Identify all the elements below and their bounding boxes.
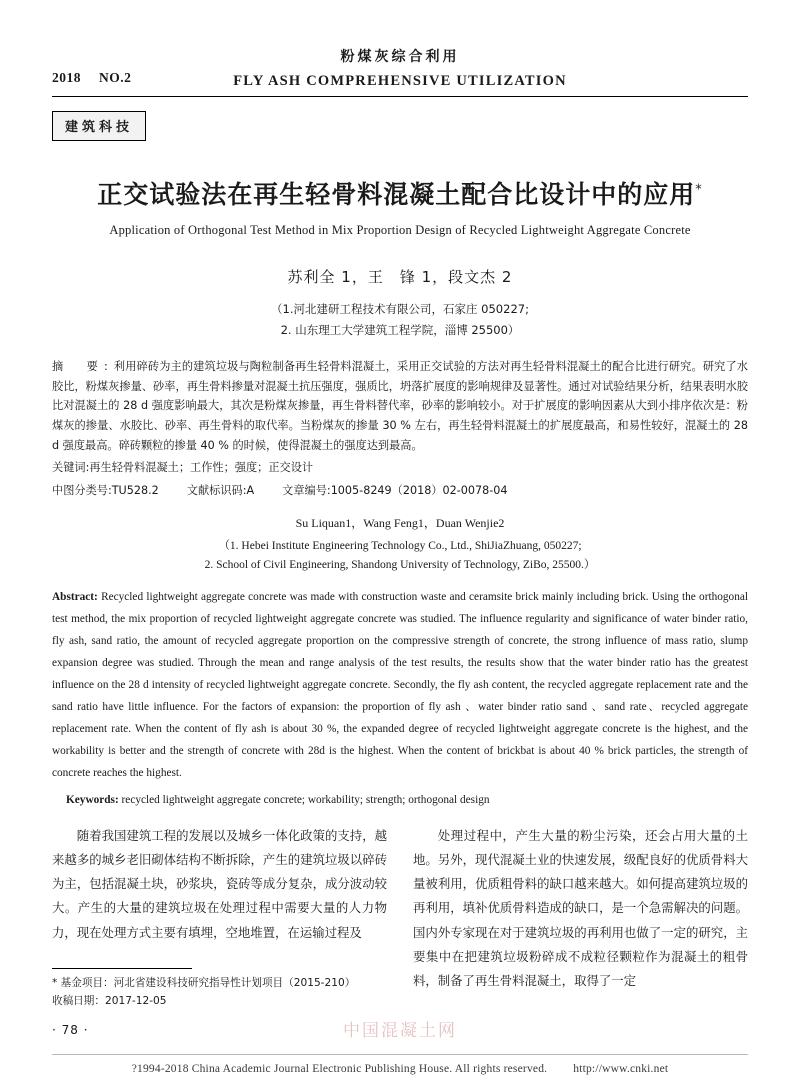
column-tag: 建筑科技 [52, 111, 146, 141]
masthead-rule [52, 96, 748, 97]
affiliation-en-1: （1. Hebei Institute Engineering Technology Co., Ltd., ShiJiaZhuang, 050227; [218, 539, 582, 552]
journal-title-cn: 粉煤灰综合利用 [340, 49, 460, 65]
authors-en-text: Su Liquan1，Wang Feng1，Duan Wenjie2 [295, 515, 505, 530]
affiliation-cn-2: 2. 山东理工大学建筑工程学院，淄博 25500） [280, 322, 520, 337]
abstract-en-text: Recycled lightweight aggregate concrete was made with construction waste and ceramsite brick mainly including brick. Using the orthogonal test method, the mix proportion of recycled lightweight aggregate concrete was studied. The influence regularity and significance of water binder ratio, fly ash, sand ratio, the amount of recycled aggregate proportion on the compressive strength of concrete, the strong influence of mass ratio, slump expansion degree was studied. Through the mean and range analysis of the test results, the results show that the water binder ratio has the greatest influence on the 28 d intensity of recycled lightweight aggregate concrete. Secondly, the fly ash content, the recycled aggregate replacement rate and the sand ratio have little influence. For the factors of expansion: the proportion of fly ash 、water binder ratio sand 、sand rate、recycled aggregate replacement rate. When the content of fly ash is about 30 %, the expanded degree of recycled lightweight aggregate concrete is the highest, and the workability is better and the strength of concrete with 28d is the highest. When the content of brickbat is about 40 % brick particles, the strength of concrete reaches the highest. [52, 590, 748, 779]
document-code [187, 482, 254, 498]
authors-en [52, 514, 748, 531]
page-title-cn-text: 正交试验法在再生轻骨料混凝土配合比设计中的应用 [97, 179, 696, 209]
abstract-cn [52, 357, 748, 455]
footer [0, 1063, 800, 1075]
authors-cn-text: 苏利全 1，王 锋 1，段文杰 2 [287, 267, 513, 286]
clc-value: TU528.2 [111, 483, 159, 497]
abstract-cn-label: 摘 要: [52, 360, 114, 374]
body-paragraph-left: 随着我国建筑工程的发展以及城乡一体化政策的支持，越来越多的城乡老旧砌体结构不断拆除，产生的建筑垃圾以碎砖为主，包括混凝土块，砂浆块，瓷砖等成分复杂，成分波动较大。产生的大量的建筑垃圾在处理过程中需要大量的人力物力，现在处理方式主要有填埋，空地堆置，在运输过程及 [52, 827, 387, 940]
page-number: · 78 · [52, 1023, 89, 1037]
page-title-cn [52, 175, 748, 211]
authors-cn [52, 266, 748, 287]
abstract-en [52, 586, 748, 784]
abstract-cn-text: 利用碎砖为主的建筑垃圾与陶粒制备再生轻骨料混凝土，采用正交试验的方法对再生轻骨料混凝土的配合比进行研究。研究了水胶比，粉煤灰掺量、砂率，再生骨料掺量对混凝土抗压强度，强质比，坍落扩展度的影响规律及显著性。通过对试验结果分析，结果表明水胶比对混凝土的 28 d 强度影响最大，其次是粉煤灰掺量，再生骨料替代率，砂率的影响较小。对于扩展度的影响因素从大到小排序依次是：粉煤灰的掺量、水胶比、砂率、再生骨料的取代率。当粉煤灰的掺量 30 % 左右，再生轻骨料混凝土的扩展度最高，和易性较好，混凝土的 28 d 强度最高。碎砖颗粒的掺量 40 % 的时候，使得混凝土的强度达到最高。 [52, 360, 748, 452]
affiliations-en [52, 537, 748, 576]
keywords-cn [52, 458, 748, 478]
clc-label: 中图分类号: [52, 483, 112, 497]
clc-number [52, 482, 159, 498]
article-id-label: 文章编号: [282, 483, 331, 497]
article-id-value: 1005-8249（2018）02-0078-04 [330, 483, 508, 497]
footer-rule [52, 1054, 748, 1055]
article-meta-cn [52, 482, 748, 498]
document-code-value: A [246, 483, 255, 497]
keywords-cn-label: 关键词: [52, 461, 90, 475]
keywords-en-label: Keywords: [66, 793, 119, 806]
masthead [52, 0, 748, 97]
affiliation-en-2: 2. School of Civil Engineering, Shandong University of Technology, ZiBo, 25500.） [204, 559, 596, 572]
footer-url[interactable]: http://www.cnki.net [573, 1063, 669, 1075]
keywords-cn-text: 再生轻骨料混凝土；工作性；强度；正交设计 [89, 461, 314, 475]
footnote-received-date: 收稿日期：2017-12-05 [52, 995, 167, 1008]
affiliation-cn-1: （1.河北建研工程技术有限公司，石家庄 050227; [271, 301, 529, 316]
title-footnote-marker: * [695, 182, 703, 198]
page-title-en: Application of Orthogonal Test Method in Mix Proportion Design of Recycled Lightweight Aggregate Concrete [109, 222, 691, 237]
article-id [282, 482, 507, 498]
body-column-right [413, 824, 748, 993]
body-paragraph-right: 处理过程中，产生大量的粉尘污染，还会占用大量的土地。另外，现代混凝土业的快速发展，级配良好的优质骨料大量被利用，优质粗骨料的缺口越来越大。如何提高建筑垃圾的再利用，填补优质骨料造成的缺口，是一个急需解决的问题。国内外专家现在对于建筑垃圾的再利用也做了一定的研究，主要集中在把建筑垃圾粉碎成不成粒径颗粒作为混凝土的粗骨料，制备了再生骨料混凝土，取得了一定 [413, 827, 748, 989]
keywords-en-text: recycled lightweight aggregate concrete; workability; strength; orthogonal design [121, 793, 490, 806]
footnote [52, 968, 387, 1011]
footnote-fund: * 基金项目：河北省建设科技研究指导性计划项目（2015-210） [52, 976, 356, 989]
footer-copyright: ?1994-2018 China Academic Journal Electronic Publishing House. All rights reserved. [131, 1063, 548, 1075]
document-code-label: 文献标识码: [186, 483, 247, 497]
issue-year: 2018 [52, 70, 81, 85]
journal-title-en: FLY ASH COMPREHENSIVE UTILIZATION [233, 72, 567, 89]
abstract-en-label: Abstract: [52, 590, 98, 603]
issue-line [52, 70, 131, 86]
keywords-en [52, 794, 748, 806]
affiliations-cn [52, 299, 748, 342]
issue-number: NO.2 [99, 70, 132, 85]
footnote-separator [52, 968, 192, 969]
watermark: 中国混凝土网 [343, 1021, 457, 1041]
